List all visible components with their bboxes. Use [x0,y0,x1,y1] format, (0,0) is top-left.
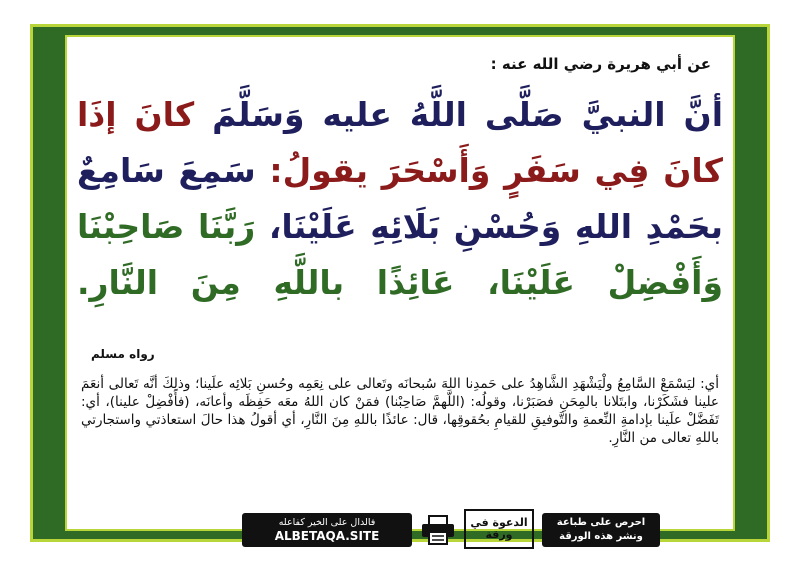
print-note-line-1: احرص على طباعة [556,517,646,528]
hadith-part-3: سَمِعَ سَامِعٌ بحَمْدِ اللهِ وَحُسْنِ بَلَائِهِ عَلَيْنَا، [77,151,723,246]
site-badge[interactable] [242,513,412,547]
explanation-text: أي: ليَسْمَعْ السَّامِعُ ولْيَشْهَدِ الشَّاهِدُ على حَمدِنا اللهَ سُبحانَه وتَعالى على نِعَمِه وحُسنِ بَلائِه علَينا؛ وذلِكَ أنَّه تَعالى أنعَمَ علينا فشَكَرْنا، وابتَلانا بالمِحَنِ فصَبَرْنا، وقولُه: (اللَّهمَّ صَاحِبْنا) فمَنْ كان اللهُ معَه حَفِظَه وأعانَه، (فأَفْضِلْ علينا)، أي: تَفَضَّلْ علَينا بإدامةِ النِّعمةِ والتَّوفيقِ للقيامِ بحُقوقِها، قال: عائذًا باللهِ مِنَ النَّارِ، أي أقولُ هذا حالَ استعاذتي واستجارتي باللهِ تعالى من النَّارِ. [81,376,719,446]
hadith-part-4: رَبَّنَا صَاحِبْنَا وَأَفْضِلْ عَلَيْنَا، عَائِذًا باللَّهِ مِنَ النَّارِ. [77,207,723,302]
logo-text: الدعوة في ورقة [470,516,528,541]
hadith-part-2: كانَ إذَا كانَ فِي سَفَرٍ وَأَسْحَرَ يقولُ: [77,95,723,190]
hadith-source: رواه مسلم [91,347,155,361]
footer-bar [242,509,662,549]
narrator-line: عن أبي هريرة رضي الله عنه : [490,55,711,73]
site-name: ALBETAQA.SITE [274,528,380,543]
print-note-line-2: ونشر هذه الورقة [559,531,643,542]
dawa-logo [464,509,534,549]
print-note-badge [542,513,660,547]
site-tagline: فالدال على الخير كفاعله [278,516,376,528]
outer-frame [30,24,770,542]
hadith-part-1: أنَّ النبيَّ صَلَّى اللَّهُ عليه وَسَلَّمَ [194,95,724,134]
hadith-text [77,87,723,311]
printer-icon [420,515,456,545]
hadith-card [65,35,735,543]
